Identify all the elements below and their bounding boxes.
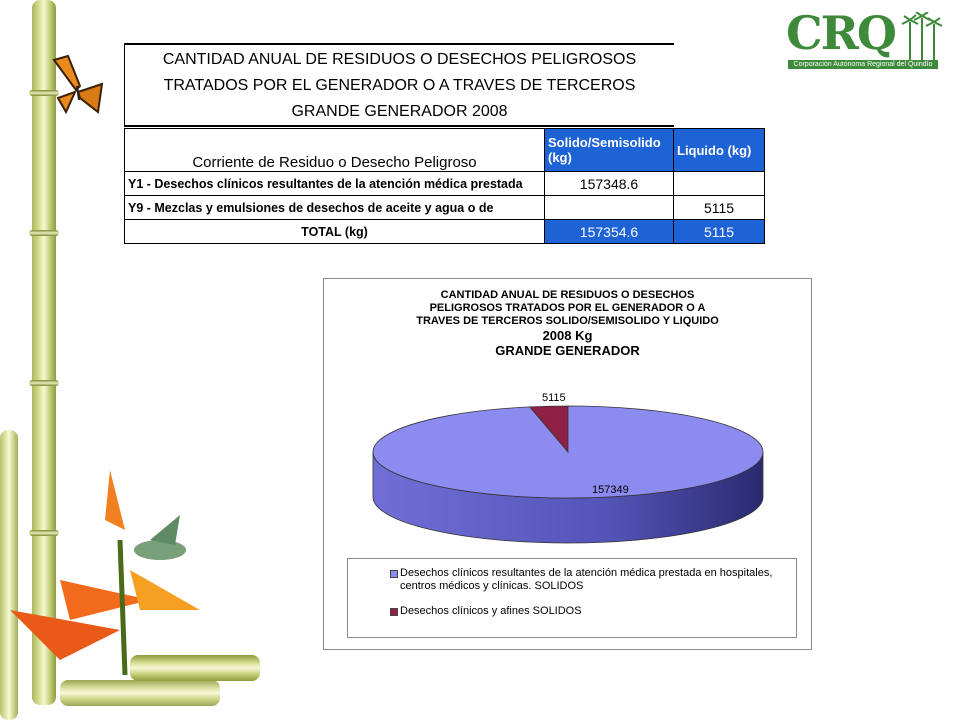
pie-chart — [324, 279, 811, 559]
logo-text: CRQ — [786, 6, 895, 60]
row-solid-value — [545, 196, 674, 220]
header-stream: Corriente de Residuo o Desecho Peligroso — [125, 129, 545, 172]
slice-value-label: 157349 — [592, 484, 629, 496]
legend-swatch — [390, 570, 398, 578]
row-label: Y9 - Mezclas y emulsiones de desechos de aceite y agua o de — [125, 196, 545, 220]
legend-label: Desechos clínicos y afines SOLIDOS — [400, 605, 582, 617]
row-liquid-value: 5115 — [674, 196, 765, 220]
row-solid-value: 157348.6 — [545, 172, 674, 196]
total-solid-value: 157354.6 — [545, 220, 674, 244]
waste-table — [124, 128, 765, 244]
table-row — [125, 172, 765, 196]
chart-title-line: CANTIDAD ANUAL DE RESIDUOS O DESECHOS — [440, 289, 695, 301]
pie-slice — [373, 406, 763, 498]
header-solid: Solido/Semisolido (kg) — [545, 129, 674, 172]
palm-trees-icon — [900, 12, 942, 60]
chart-legend — [347, 558, 797, 638]
total-liquid-value: 5115 — [674, 220, 765, 244]
row-label: Y1 - Desechos clínicos resultantes de la atención médica prestada — [125, 172, 545, 196]
legend-item — [400, 605, 785, 618]
chart-subtitle-line: 2008 Kg — [542, 328, 593, 343]
chart-title-line: TRAVES DE TERCEROS SOLIDO/SEMISOLIDO Y LIQUIDO — [416, 315, 719, 327]
chart-title-line: PELIGROSOS TRATADOS POR EL GENERADOR O A — [429, 302, 706, 314]
crq-logo — [782, 6, 942, 74]
flower-bird-decoration — [0, 460, 220, 690]
row-liquid-value — [674, 172, 765, 196]
table-row — [125, 196, 765, 220]
table-title-line: GRANDE GENERADOR 2008 — [291, 103, 508, 120]
table-title-line: CANTIDAD ANUAL DE RESIDUOS O DESECHOS PELIGROSOS — [162, 51, 637, 68]
header-liquid: Liquido (kg) — [674, 129, 765, 172]
total-label: TOTAL (kg) — [125, 220, 545, 244]
legend-swatch — [390, 608, 398, 616]
butterfly-icon — [48, 52, 108, 126]
table-title-line: TRATADOS POR EL GENERADOR O A TRAVES DE TERCEROS — [163, 77, 636, 94]
slice-value-label: 5115 — [542, 392, 566, 404]
table-total-row — [125, 220, 765, 244]
chart-subtitle-line: GRANDE GENERADOR — [495, 343, 640, 358]
legend-label: Desechos clínicos resultantes de la atención médica prestada en hospitales, centros médicos y clínicas. SOLIDOS — [400, 567, 773, 592]
legend-item — [400, 567, 785, 593]
table-title — [124, 43, 674, 127]
logo-subtitle: Corporación Autónoma Regional del Quindío — [788, 60, 938, 69]
table-header-row — [125, 129, 765, 172]
